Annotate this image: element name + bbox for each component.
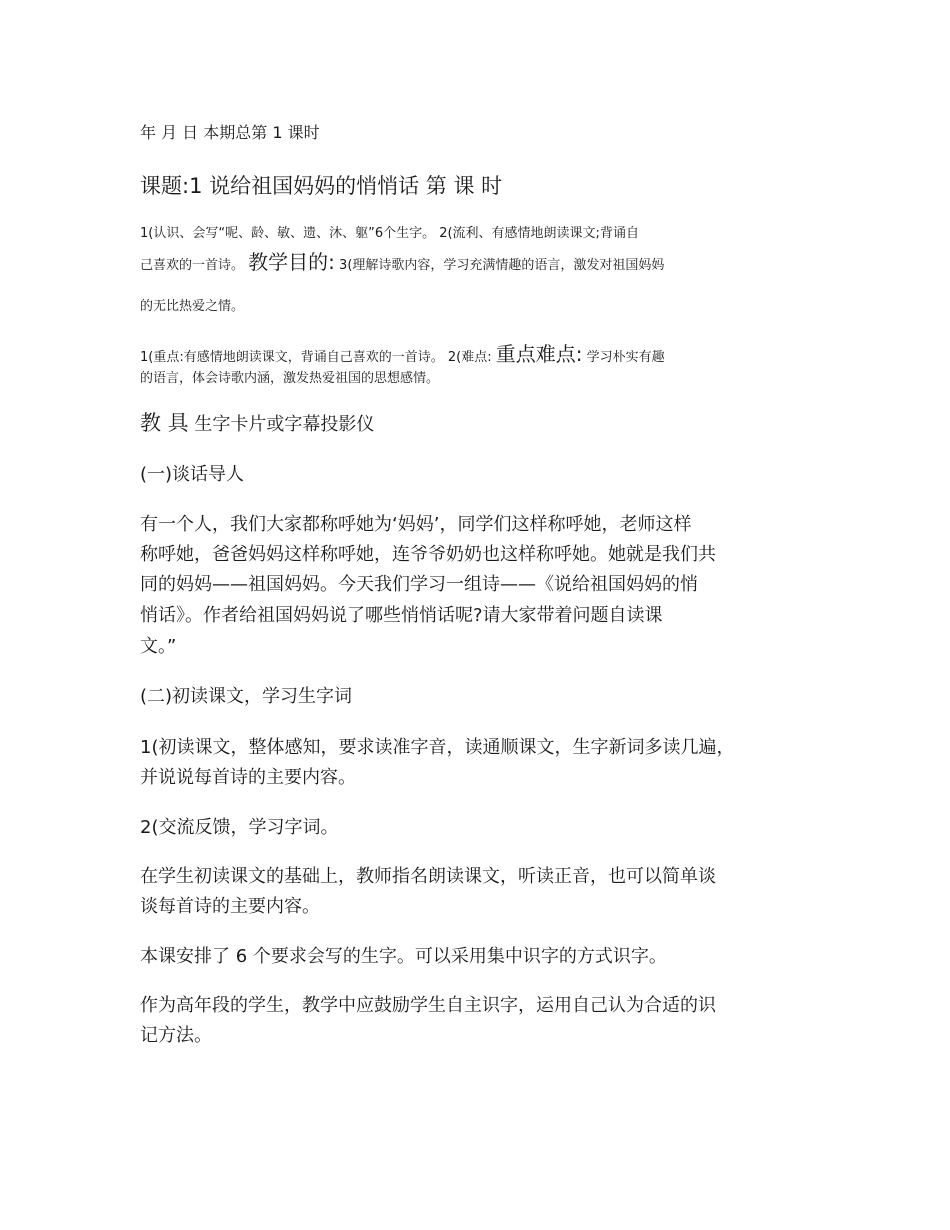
objectives-line-2-post: 3(理解诗歌内容，学习充满情趣的语言，激发对祖国妈妈: [339, 258, 665, 273]
lesson-title: 课题:1 说给祖国妈妈的悄悄话 第 课 时: [140, 174, 503, 198]
tools-line: [140, 407, 374, 437]
section-2-paragraph-5: 记方法。: [140, 1025, 212, 1046]
key-points-line-1-pre: 1(重点:有感情地朗读课文，背诵自己喜欢的一首诗。 2(难点:: [140, 350, 492, 365]
objectives-line-1: 1(认识、会写“呢、龄、敏、遗、沐、躯”6个生字。 2(流利、有感情地朗读课文;背诵自: [140, 226, 639, 241]
objectives-line-2: [140, 246, 664, 275]
section-2-paragraph-3: 谈每首诗的主要内容。: [140, 896, 320, 917]
section-2-paragraph-1: 并说说每首诗的主要内容。: [140, 767, 356, 788]
tools-text: 生字卡片或字幕投影仪: [194, 414, 375, 435]
section-1-line: 称呼她，爸爸妈妈这样称呼她，连爷爷奶奶也这样称呼她。她就是我们共: [140, 544, 716, 565]
section-2-paragraph-5: 作为高年段的学生，教学中应鼓励学生自主识字，运用自己认为合适的识: [140, 995, 716, 1016]
objectives-label: 教学目的:: [248, 250, 335, 274]
section-1-heading: (一)谈话导人: [140, 464, 245, 485]
section-2-paragraph-4: 本课安排了 6 个要求会写的生字。可以采用集中识字的方式识字。: [140, 946, 667, 967]
section-2-paragraph-1: 1(初读课文，整体感知，要求读准字音，读通顺课文，生字新词多读几遍，: [140, 737, 735, 758]
objectives-line-2-pre: 己喜欢的一首诗。: [140, 258, 245, 273]
objectives-line-3: 的无比热爱之情。: [140, 299, 245, 314]
date-line: 年 月 日 本期总第 1 课时: [140, 123, 320, 142]
section-1-line: 同的妈妈——祖国妈妈。今天我们学习一组诗——《说给祖国妈妈的悄: [140, 574, 698, 595]
section-2-paragraph-2: 2(交流反馈，学习字词。: [140, 817, 339, 838]
section-2-paragraph-3: 在学生初读课文的基础上，教师指名朗读课文，听读正音，也可以简单谈: [140, 866, 716, 887]
section-1-line: 有一个人，我们大家都称呼她为‘妈妈’，同学们这样称呼她，老师这样: [140, 514, 692, 535]
section-2-heading: (二)初读课文，学习生字词: [140, 686, 353, 707]
key-points-line-1-post: 学习朴实有趣: [586, 350, 665, 365]
section-1-line: 文。”: [140, 636, 177, 657]
key-points-line-2: 的语言，体会诗歌内涵，激发热爱祖国的思想感情。: [140, 371, 440, 386]
tools-label: 教 具: [140, 411, 189, 435]
key-points-line-1: [140, 338, 665, 367]
key-points-label: 重点难点:: [495, 342, 583, 366]
section-1-line: 悄话》。作者给祖国妈妈说了哪些悄悄话呢?请大家带着问题自读课: [140, 605, 663, 626]
